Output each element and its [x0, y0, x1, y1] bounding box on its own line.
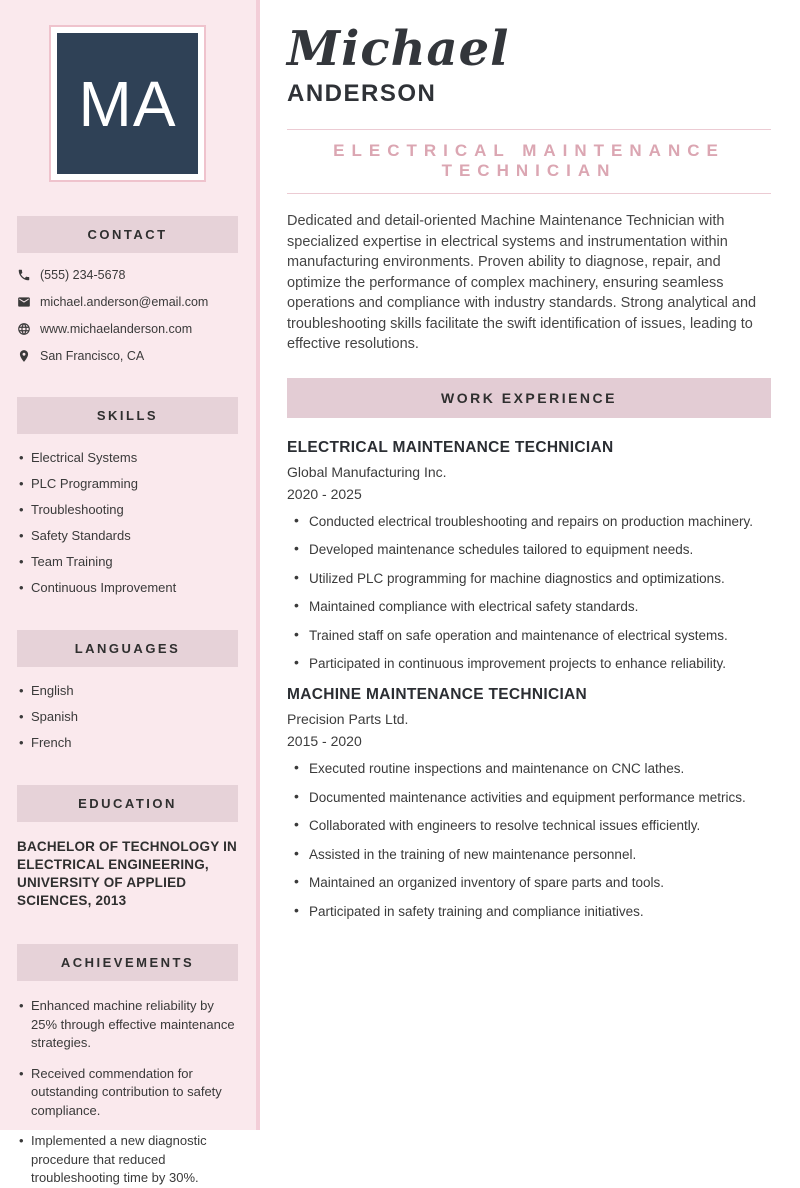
work-experience-banner: WORK EXPERIENCE — [287, 378, 771, 418]
achievement-item: • Received commendation for outstanding contribution to safety compliance. — [17, 1065, 238, 1121]
sidebar — [0, 0, 260, 1185]
contact-website-text: www.michaelanderson.com — [40, 322, 193, 336]
job-title: ELECTRICAL MAINTENANCE TECHNICIAN — [287, 438, 614, 456]
first-name: Michael — [287, 21, 510, 77]
main-content — [260, 0, 800, 1130]
skills-section-title: SKILLS — [17, 397, 238, 434]
languages-section-title: LANGUAGES — [17, 630, 238, 667]
last-name: ANDERSON — [287, 80, 437, 107]
job-company: Precision Parts Ltd. — [287, 711, 409, 727]
job-bullet: • Participated in safety training and compliance initiatives. — [287, 903, 771, 920]
contact-location-text: San Francisco, CA — [40, 349, 145, 363]
avatar-initials: MA — [78, 67, 177, 140]
job-bullet: • Executed routine inspections and maintenance on CNC lathes. — [287, 760, 771, 777]
location-pin-icon — [17, 349, 31, 363]
job-bullet: • Maintained an organized inventory of spare parts and tools. — [287, 874, 771, 891]
divider-bottom — [287, 193, 771, 194]
contact-email-text: michael.anderson@email.com — [40, 295, 209, 309]
contact-phone — [17, 268, 238, 282]
job-bullet: • Maintained compliance with electrical safety standards. — [287, 598, 771, 615]
skill-item: • Team Training — [17, 554, 238, 570]
skill-item: • Safety Standards — [17, 528, 238, 544]
achievement-item: • Implemented a new diagnostic procedure that reduced troubleshooting time by 30%. — [17, 1132, 238, 1188]
job-bullet: • Participated in continuous improvement projects to enhance reliability. — [287, 655, 771, 672]
job-headline: ELECTRICAL MAINTENANCE TECHNICIAN — [333, 141, 725, 180]
job-entry — [287, 686, 771, 920]
job-dates: 2015 - 2020 — [287, 733, 362, 749]
job-bullet: • Collaborated with engineers to resolve technical issues efficiently. — [287, 817, 771, 834]
job-bullet: • Trained staff on safe operation and maintenance of electrical systems. — [287, 627, 771, 644]
avatar-initials-box — [57, 33, 198, 174]
contact-website — [17, 322, 238, 336]
job-bullet: • Utilized PLC programming for machine diagnostics and optimizations. — [287, 570, 771, 587]
job-bullet: • Conducted electrical troubleshooting and repairs on production machinery. — [287, 513, 771, 530]
skill-item: • Continuous Improvement — [17, 580, 238, 596]
phone-icon — [17, 268, 31, 282]
contact-phone-text: (555) 234-5678 — [40, 268, 126, 282]
summary-paragraph: Dedicated and detail-oriented Machine Maintenance Technician with specialized expertise in electrical systems and instrumentation within manufacturing environments. Proven ability to diagnose, repair, and optimize the performance of complex machinery, ensuring seamless operations and compliance with industry standards. Strong analytical and troubleshooting skills facilitate the swift identification of issues, leading to effective resolutions. — [287, 213, 757, 352]
job-bullet-list — [287, 760, 771, 920]
skill-item: • PLC Programming — [17, 476, 238, 492]
language-item: • French — [17, 735, 238, 751]
job-title: MACHINE MAINTENANCE TECHNICIAN — [287, 686, 588, 703]
skill-item: • Troubleshooting — [17, 502, 238, 518]
job-company: Global Manufacturing Inc. — [287, 463, 447, 480]
avatar — [49, 25, 206, 182]
contact-location — [17, 349, 238, 363]
skills-list — [17, 450, 238, 596]
job-dates: 2020 - 2025 — [287, 485, 362, 502]
globe-icon — [17, 322, 31, 336]
achievements-section-title: ACHIEVEMENTS — [17, 944, 238, 981]
achievement-item: • Enhanced machine reliability by 25% through effective maintenance strategies. — [17, 997, 238, 1053]
education-section-title: EDUCATION — [17, 785, 238, 822]
education-text: BACHELOR OF TECHNOLOGY IN ELECTRICAL ENGINEERING, UNIVERSITY OF APPLIED SCIENCES, 2013 — [17, 839, 238, 908]
job-bullet-list — [287, 513, 771, 673]
job-entry — [287, 439, 771, 673]
achievements-list — [17, 997, 238, 1188]
job-bullet: • Documented maintenance activities and equipment performance metrics. — [287, 789, 771, 806]
job-bullet: • Assisted in the training of new maintenance personnel. — [287, 846, 771, 863]
email-icon — [17, 295, 31, 309]
language-item: • English — [17, 683, 238, 699]
contact-list — [17, 268, 238, 363]
skill-item: • Electrical Systems — [17, 450, 238, 466]
job-bullet: • Developed maintenance schedules tailored to equipment needs. — [287, 541, 771, 558]
contact-section-title: CONTACT — [17, 216, 238, 253]
language-item: • Spanish — [17, 709, 238, 725]
languages-list — [17, 683, 238, 751]
contact-email — [17, 295, 238, 309]
